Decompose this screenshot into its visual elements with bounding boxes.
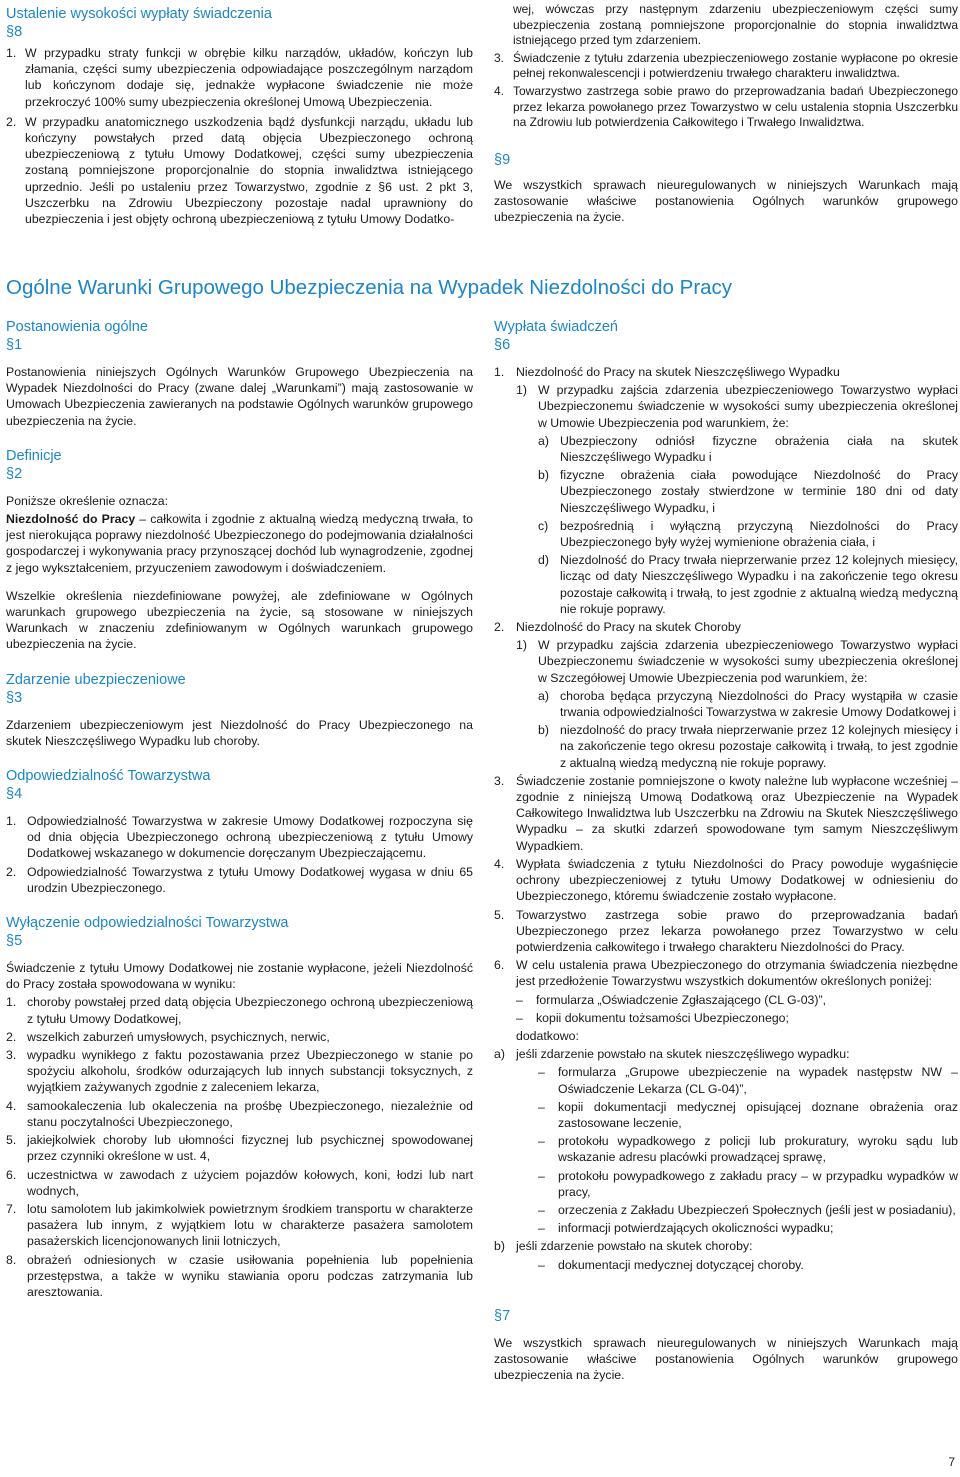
list-item-text: Niezdolność do Pracy trwała nieprzerwanie przez 12 kolejnych miesięcy, licząc od daty Nieszczęśliwego Wypadku i na zakończenie tego okresu pozostaje całkowitą i trwałą, to jest zgodnie z aktualną wiedzą medyczną nie rokuje poprawy. bbox=[560, 553, 958, 616]
section-1-title: Postanowienia ogólne bbox=[6, 319, 148, 335]
list-item-text: uczestnictwa w zawodach z użyciem pojazdów kołowych, koni, łodzi lub nart wodnych, bbox=[27, 1167, 473, 1198]
section-1-number: §1 bbox=[6, 337, 23, 353]
list-item-number: 8. bbox=[6, 1252, 17, 1267]
list-item-number: 5. bbox=[6, 1133, 17, 1148]
dash-item-text: kopii dokumentacji medycznej opisującej doznane obrażenia oraz zastosowane leczenie, bbox=[558, 1099, 958, 1130]
list-item: 2. W przypadku anatomicznego uszkodzenia bądź dysfunkcji narządu, układu lub kończyny powstałych przed datą objęcia Ubezpieczonego ochroną ubezpieczeniową z tytułu Umowy Dodatkowej, części sumy ubezpieczenia zostaną pomniejszone proporcjonalnie do stopnia inwalidztwa istniejącego uprzednio. Jeśli po ustaleniu przez Towarzystwo, zgodnie z §6 ust. 2 pkt 3, Uszczerbku na Zdrowiu Ubezpieczony pozostaje nadal uprawniony do ubezpieczenia i jest objęty ochroną ubezpieczeniową z tytułu Umowy Dodatko- bbox=[6, 114, 473, 227]
section-2-text: Wszelkie określenia niezdefiniowane powyżej, ale zdefiniowane w Ogólnych warunkach grupowego ubezpieczenia na życie, są stosowane w niniejszych Warunkach w znaczeniu zdefiniowanym w Ogólnych warunkach grupowego ubezpieczenia na życie. bbox=[6, 588, 473, 652]
list-item: 4. Wypłata świadczenia z tytułu Niezdolności do Pracy powoduje wygaśnięcie ochrony ubezpieczeniowej z tytułu Umowy Dodatkowej w odniesieniu do Ubezpieczonego, któremu świadczenie zostało wypłacone. bbox=[494, 856, 958, 904]
section-5-list bbox=[6, 994, 473, 1300]
dash-list-item bbox=[494, 1202, 958, 1218]
dash-bullet: – bbox=[538, 1221, 545, 1236]
list-item-number: 4. bbox=[6, 1098, 17, 1113]
top-right-column bbox=[494, 2, 958, 231]
dash-item-text: kopii dokumentu tożsamości Ubezpieczonego; bbox=[536, 1010, 789, 1025]
dash-list bbox=[494, 992, 958, 1026]
definition-paragraph bbox=[6, 511, 473, 576]
dash-list-item bbox=[494, 1133, 958, 1165]
list-item bbox=[6, 1132, 473, 1164]
dash-list-item bbox=[494, 1257, 958, 1273]
list-item bbox=[6, 1167, 473, 1199]
dash-bullet: – bbox=[516, 992, 523, 1007]
list-item-continuation: wej, wówczas przy następnym zdarzeniu ubezpieczeniowym części sumy ubezpieczenia zostaną pomniejszone proporcjonalnie do stopnia inwalidztwa istniejącego przed tym zdarzeniem. bbox=[513, 2, 958, 48]
list-group bbox=[494, 433, 958, 617]
list-item-number: 2. bbox=[6, 1029, 17, 1044]
dash-list-item bbox=[494, 1099, 958, 1131]
section-8-number: §8 bbox=[6, 24, 23, 40]
dash-item-text: dokumentacji medycznej dotyczącej choroby. bbox=[558, 1257, 804, 1272]
list-item: 4. Towarzystwo zastrzega sobie prawo do przeprowadzania badań Ubezpieczonego przez lekarza powołanego przez Towarzystwo w celu ustalenia stopnia Uszczerbku na Zdrowiu lub potwierdzenia Całkowitego i Trwałego Inwalidztwa. bbox=[494, 83, 958, 130]
list-item bbox=[6, 994, 473, 1026]
dash-list-item bbox=[494, 992, 958, 1008]
list-item bbox=[6, 1047, 473, 1096]
list-item: 5. Towarzystwo zastrzega sobie prawo do przeprowadzania badań Ubezpieczonego przez lekarza powołanego przez Towarzystwo w celu potwierdzenia całkowitego i trwałego charakteru Niezdolności do Pracy. bbox=[494, 907, 958, 954]
dash-bullet: – bbox=[538, 1257, 545, 1272]
list-item bbox=[494, 552, 958, 617]
list-item: 1. Odpowiedzialność Towarzystwa w zakresie Umowy Dodatkowej rozpoczyna się od dnia objęcia Ubezpieczonego ochroną ubezpieczeniową z tytułu Umowy Dodatkowej wskazanego w dokumencie doręczanym Ubezpieczającemu. bbox=[6, 814, 473, 861]
main-right-column bbox=[494, 318, 958, 1389]
list-item-text: bezpośrednią i wyłączną przyczyną Niezdolności do Pracy Ubezpieczonego były wyżej wymienione obrażenia ciała, i bbox=[560, 518, 958, 550]
list-group bbox=[494, 688, 958, 771]
dash-bullet: – bbox=[538, 1099, 545, 1114]
list-item: 1) W przypadku zajścia zdarzenia ubezpieczeniowego Towarzystwo wypłaci Ubezpieczonemu świadczenie w wysokości sumy ubezpieczenia określonej w Szczegółowej Umowie Ubezpieczenia pod warunkiem, że: bbox=[516, 638, 958, 685]
list-item bbox=[494, 467, 958, 516]
dash-list-item bbox=[494, 1064, 958, 1096]
list-item bbox=[6, 1098, 473, 1130]
list-item bbox=[494, 518, 958, 550]
dash-item-text: protokołu powypadkowego z zakładu pracy – w przypadku wypadków w pracy, bbox=[558, 1168, 958, 1199]
list-item-number: 7. bbox=[6, 1201, 17, 1216]
list-item: 2. Niezdolność do Pracy na skutek Choroby bbox=[494, 620, 741, 635]
dash-list-item bbox=[494, 1168, 958, 1200]
list-item bbox=[6, 1029, 473, 1045]
list-item-number: b) bbox=[538, 723, 549, 738]
list-item-text: choroba będąca przyczyną Niezdolności do Pracy wystąpiła w czasie trwania odpowiedzialności Towarzystwa w zakresie Umowy Dodatkowej i bbox=[560, 688, 958, 720]
list-item-text: lotu samolotem lub jakimkolwiek powietrznym środkiem transportu w charakterze pasażera lub innym, z wyjątkiem lotu w charakterze pasażera samolotem pasażerskich licencjonowanych linii lotniczych, bbox=[27, 1201, 473, 1249]
list-item: 2. Odpowiedzialność Towarzystwa z tytułu Umowy Dodatkowej wygasa w dniu 65 urodzin Ubezpieczonego. bbox=[6, 864, 473, 895]
list-item-text: wszelkich zaburzeń umysłowych, psychicznych, nerwic, bbox=[27, 1029, 330, 1044]
list-item: 1) W przypadku zajścia zdarzenia ubezpieczeniowego Towarzystwo wypłaci Ubezpieczonemu świadczenie w wysokości sumy ubezpieczenia określonej w Umowie Ubezpieczenia pod warunkiem, że: bbox=[516, 383, 958, 430]
dash-item-text: formularza „Oświadczenie Zgłaszającego (CL G-03)”, bbox=[536, 992, 826, 1007]
top-left-column bbox=[6, 5, 473, 229]
list-item: 1. Niezdolność do Pracy na skutek Nieszczęśliwego Wypadku bbox=[494, 365, 840, 379]
dash-list-item bbox=[494, 1010, 958, 1026]
page-number: 7 bbox=[948, 1454, 955, 1469]
dash-list bbox=[494, 1257, 958, 1273]
section-3-text: Zdarzeniem ubezpieczeniowym jest Niezdolność do Pracy Ubezpieczonego na skutek Nieszczęśliwego Wypadku lub choroby. bbox=[6, 717, 473, 748]
section-7-number: §7 bbox=[494, 1307, 511, 1324]
list-item-text: fizyczne obrażenia ciała powodujące Niezdolność do Pracy Ubezpieczonego zostały stwierdzone w terminie 180 dni od daty Nieszczęśliwego Wypadku, i bbox=[560, 468, 958, 515]
list-item-text: wypadku wynikłego z faktu pozostawania przez Ubezpieczonego w stanie po spożyciu alkoholu, środków odurzających lub innych substancji toksycznych, z wyjątkiem zażywanych zgodnie z zaleceniem lekarza, bbox=[27, 1048, 473, 1095]
list-item-text: choroby powstałej przed datą objęcia Ubezpieczonego ochroną ubezpieczeniową z tytułu Umowy Dodatkowej, bbox=[27, 995, 473, 1026]
list-item: 3. Świadczenie zostanie pomniejszone o kwoty należne lub wypłacone wcześniej – zgodnie z niniejszą Umową Dodatkową oraz Ubezpieczenie na Wypadek Całkowitego Inwalidztwa lub Uszczerbku na Zdrowiu na Skutek Nieszczęśliwego Wypadku – za skutki zdarzeń spowodowane tym samym Nieszczęśliwym Wypadkiem. bbox=[494, 773, 958, 853]
section-5-intro: Świadczenie z tytułu Umowy Dodatkowej nie zostanie wypłacone, jeżeli Niezdolność do Pracy została spowodowana w wyniku: bbox=[6, 961, 473, 992]
section-7-text: We wszystkich sprawach nieuregulowanych w niniejszych Warunkach mają zastosowanie właściwe postanowienia Ogólnych warunków grupowego ubezpieczenia na życie. bbox=[494, 1335, 958, 1383]
definition-text: – całkowita i zgodnie z aktualną wiedzą medyczną trwała, to jest nierokująca poprawy niezdolność Ubezpieczonego do podejmowania działalności gospodarczej i wykonywania pracy przynoszącej dochód lub wynagrodzenie, zgodnej z jego wykształceniem, przyuczeniem zawodowym i doświadczeniem. bbox=[6, 512, 473, 575]
main-title: Ogólne Warunki Grupowego Ubezpieczenia na Wypadek Niezdolności do Pracy bbox=[6, 276, 733, 299]
section-9-text: We wszystkich sprawach nieuregulowanych w niniejszych Warunkach mają zastosowanie właściwe postanowienia Ogólnych warunków grupowego ubezpieczenia na życie. bbox=[494, 177, 958, 225]
section-5-number: §5 bbox=[6, 933, 23, 950]
dash-bullet: – bbox=[538, 1168, 545, 1183]
section-2-number: §2 bbox=[6, 465, 23, 482]
list-item: 6. W celu ustalenia prawa Ubezpieczonego do otrzymania świadczenia niezbędne jest przedłożenie Towarzystwu wszystkich dokumentów określonych poniżej: bbox=[494, 958, 958, 989]
list-item-text: jakiejkolwiek choroby lub ułomności fizycznej lub psychicznej spowodowanej przez czynniki określone w ust. 4, bbox=[27, 1133, 473, 1164]
dash-bullet: – bbox=[538, 1134, 545, 1149]
list-item-text: niezdolność do pracy trwała nieprzerwanie przez 12 kolejnych miesięcy i na zakończenie tego okresu pozostaje całkowitą i trwałą, to jest zgodnie z aktualną wiedzą medyczną nie rokuje poprawy. bbox=[560, 723, 958, 770]
dash-list bbox=[494, 1064, 958, 1236]
definition-term: Niezdolność do Pracy bbox=[6, 512, 136, 527]
list-item bbox=[494, 722, 958, 771]
section-4-title: Odpowiedzialność Towarzystwa bbox=[6, 768, 211, 785]
list-item bbox=[6, 1201, 473, 1250]
section-9-number: §9 bbox=[494, 151, 511, 168]
dodatkowo-label: dodatkowo: bbox=[516, 1028, 579, 1043]
list-item-number: 3. bbox=[6, 1048, 17, 1063]
list-item-text: Ubezpieczony odniósł fizyczne obrażenia ciała na skutek Nieszczęśliwego Wypadku i bbox=[560, 433, 958, 465]
section-4-number: §4 bbox=[6, 786, 23, 803]
section-5-title: Wyłączenie odpowiedzialności Towarzystwa bbox=[6, 915, 289, 932]
section-8-heading: Ustalenie wysokości wypłaty świadczenia bbox=[6, 6, 272, 22]
list-item-number: a) bbox=[538, 433, 549, 448]
list-item: a) jeśli zdarzenie powstało na skutek nieszczęśliwego wypadku: bbox=[494, 1047, 850, 1062]
list-item-text: obrażeń odniesionych w czasie usiłowania popełnienia lub popełnienia przestępstwa, a także w wyniku stawiania oporu podczas zatrzymania lub aresztowania. bbox=[27, 1252, 473, 1299]
list-item-number: 1. bbox=[6, 995, 17, 1010]
list-item-text: samookaleczenia lub okaleczenia na prośbę Ubezpieczonego, niezależnie od stanu poczytalności Ubezpieczonego, bbox=[27, 1098, 473, 1129]
list-item-number: b) bbox=[538, 468, 549, 483]
list-item: b) jeśli zdarzenie powstało na skutek choroby: bbox=[494, 1239, 753, 1254]
list-item: 1. W przypadku straty funkcji w obrębie kilku narządów, układów, kończyn lub złamania, części sumy ubezpieczenia odpowiadające poszczególnym narządom lub kończynom dodaje się, jednakże wypłacone świadczenie nie może przekroczyć 100% sumy ubezpieczenia określonej Umową Ubezpieczenia. bbox=[6, 46, 473, 109]
dash-bullet: – bbox=[538, 1202, 545, 1217]
dash-item-text: formularza „Grupowe ubezpieczenie na wypadek następstw NW – Oświadczenie Lekarza (CL G-04)”, bbox=[558, 1065, 958, 1096]
list-item bbox=[494, 433, 958, 465]
list-item-number: 6. bbox=[6, 1167, 17, 1182]
dash-list-item bbox=[494, 1220, 958, 1236]
section-2-intro: Poniższe określenie oznacza: bbox=[6, 493, 168, 508]
list-item-number: c) bbox=[538, 518, 549, 533]
dash-bullet: – bbox=[516, 1010, 523, 1025]
section-6-number: §6 bbox=[494, 337, 511, 353]
list-item-number: d) bbox=[538, 553, 549, 568]
section-3-title: Zdarzenie ubezpieczeniowe bbox=[6, 671, 186, 688]
section-1-text: Postanowienia niniejszych Ogólnych Warunków Grupowego Ubezpieczenia na Wypadek Niezdolności do Pracy (zwane dalej „Warunkami”) mają zastosowanie w Umowach Ubezpieczenia zawieranych na podstawie Ogólnych warunków grupowego ubezpieczenia na życie. bbox=[6, 365, 473, 428]
list-item bbox=[6, 1252, 473, 1301]
list-item bbox=[494, 688, 958, 720]
section-2-title: Definicje bbox=[6, 447, 62, 464]
dash-bullet: – bbox=[538, 1065, 545, 1080]
list-item: 3. Świadczenie z tytułu zdarzenia ubezpieczeniowego zostanie wypłacone po okresie pełnej rekonwalescencji i potwierdzeniu trwałego charakteru inwalidztwa. bbox=[494, 50, 958, 81]
main-left-column bbox=[6, 318, 473, 1302]
section-3-number: §3 bbox=[6, 689, 23, 706]
dash-item-text: informacji potwierdzających okoliczności wypadku; bbox=[558, 1221, 834, 1236]
dash-item-text: orzeczenia z Zakładu Ubezpieczeń Społecznych (jeśli jest w posiadaniu), bbox=[558, 1202, 956, 1217]
dash-item-text: protokołu wypadkowego z policji lub prokuratury, wyroku sądu lub wskazanie adresu placówki prowadzącej sprawę, bbox=[558, 1134, 958, 1165]
section-6-title: Wypłata świadczeń bbox=[494, 319, 618, 335]
list-item-number: a) bbox=[538, 688, 549, 703]
